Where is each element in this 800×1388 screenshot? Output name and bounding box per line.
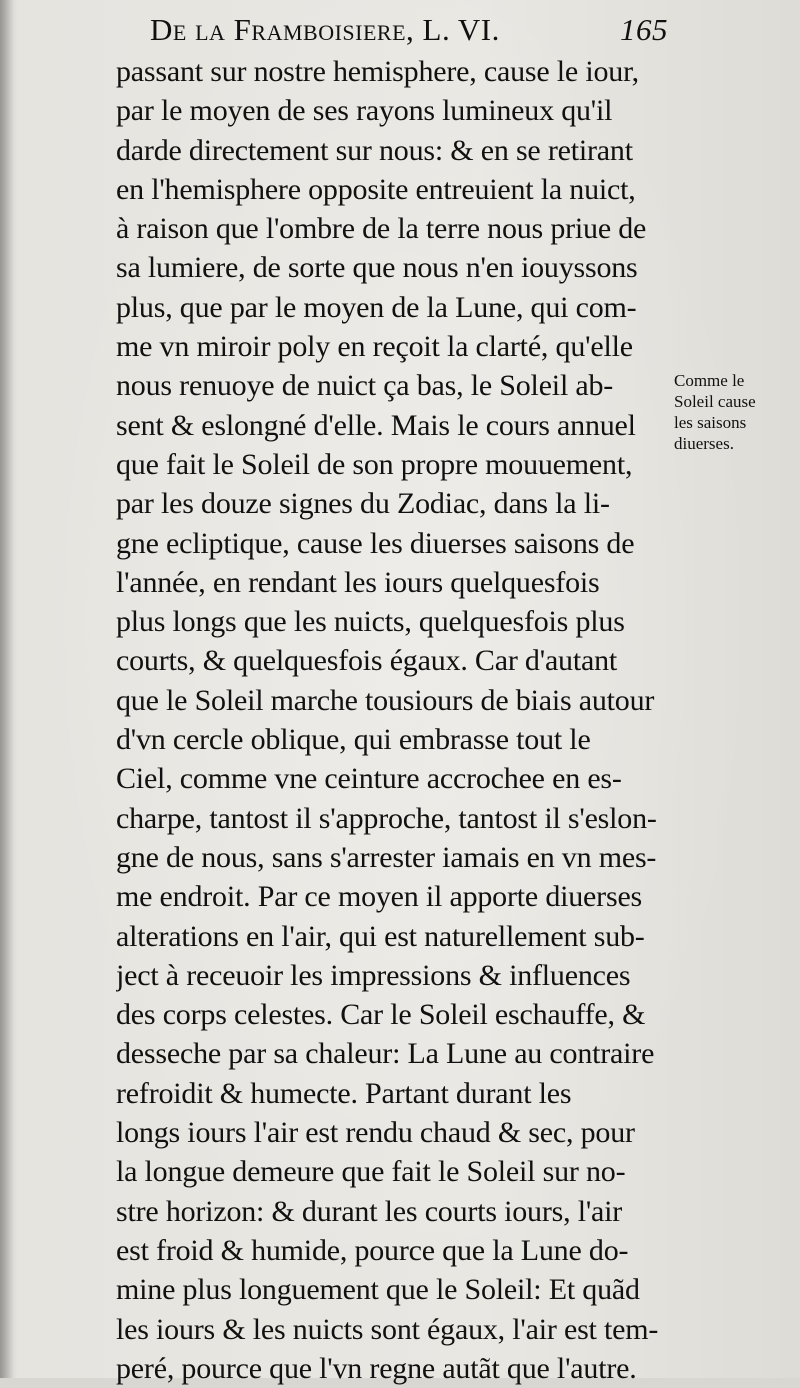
text-line: me vn miroir poly en reçoit la clarté, qu'elle: [116, 330, 633, 364]
body-text: [116, 52, 672, 1388]
marginal-note-line: Comme le: [674, 371, 745, 390]
text-line: courts, & quelquesfois égaux. Car d'autant: [116, 644, 618, 678]
text-line: me endroit. Par ce moyen il apporte diuerses: [116, 880, 643, 914]
text-line: desseche par sa chaleur: La Lune au contraire: [116, 1037, 655, 1071]
marginal-note-line: Soleil cause: [674, 392, 756, 411]
text-line: gne ecliptique, cause les diuerses saisons de: [116, 526, 635, 560]
text-line: la longue demeure que fait le Soleil sur no-: [116, 1155, 626, 1189]
text-line: Ciel, comme vne ceinture accrochee en es-: [116, 762, 622, 796]
marginal-note-line: les saisons: [674, 413, 747, 432]
text-line: sa lumiere, de sorte que nous n'en iouyssons: [116, 251, 638, 285]
text-line: des corps celestes. Car le Soleil eschauffe, &: [116, 998, 646, 1032]
text-line: charpe, tantost il s'approche, tantost il s'eslon-: [116, 801, 657, 835]
text-line: est froid & humide, pource que la Lune do-: [116, 1233, 629, 1267]
text-line: mine plus longuement que le Soleil: Et quãd: [116, 1273, 640, 1307]
text-line: à raison que l'ombre de la terre nous priue de: [116, 212, 647, 246]
text-line: que le Soleil marche tousiours de biais autour: [116, 683, 655, 717]
marginal-note: [674, 370, 794, 454]
text-line: longs iours l'air est rendu chaud & sec, pour: [116, 1116, 635, 1150]
text-line: alterations en l'air, qui est naturellement sub-: [116, 919, 645, 953]
marginal-note-line: diuerses.: [674, 434, 734, 453]
text-line: peré, pource que l'vn regne autãt que l'autre.: [116, 1351, 637, 1385]
text-line: passant sur nostre hemisphere, cause le iour,: [116, 55, 639, 88]
text-line: que fait le Soleil de son propre mouuement,: [116, 447, 633, 481]
text-line: par les douze signes du Zodiac, dans la li-: [116, 487, 610, 521]
text-line: refroidit & humecte. Partant durant les: [116, 1076, 572, 1110]
text-line: l'année, en rendant les iours quelquesfois: [116, 565, 600, 599]
text-line: plus, que par le moyen de la Lune, qui com-: [116, 290, 637, 324]
text-line: nous renuoye de nuict ça bas, le Soleil ab-: [116, 369, 614, 403]
text-line: les iours & les nuicts sont égaux, l'air est tem-: [116, 1312, 659, 1346]
gutter-shadow: [0, 0, 14, 1378]
running-head: [150, 10, 670, 50]
running-head-title: De la Framboisiere, L. VI.: [150, 12, 500, 47]
text-line: stre horizon: & durant les courts iours, l'air: [116, 1194, 623, 1228]
text-line: sent & eslongné d'elle. Mais le cours annuel: [116, 408, 636, 442]
text-line: ject à receuoir les impressions & influences: [116, 958, 631, 992]
text-line: par le moyen de ses rayons lumineux qu'il: [116, 94, 613, 128]
text-line: darde directement sur nous: & en se retirant: [116, 133, 633, 167]
text-line: en l'hemisphere opposite entreuient la nuict,: [116, 172, 636, 206]
text-line: plus longs que les nuicts, quelquesfois plus: [116, 605, 625, 639]
text-line: d'vn cercle oblique, qui embrasse tout le: [116, 723, 591, 757]
text-line: gne de nous, sans s'arrester iamais en vn mes-: [116, 840, 657, 874]
page-number: 165: [620, 12, 668, 47]
